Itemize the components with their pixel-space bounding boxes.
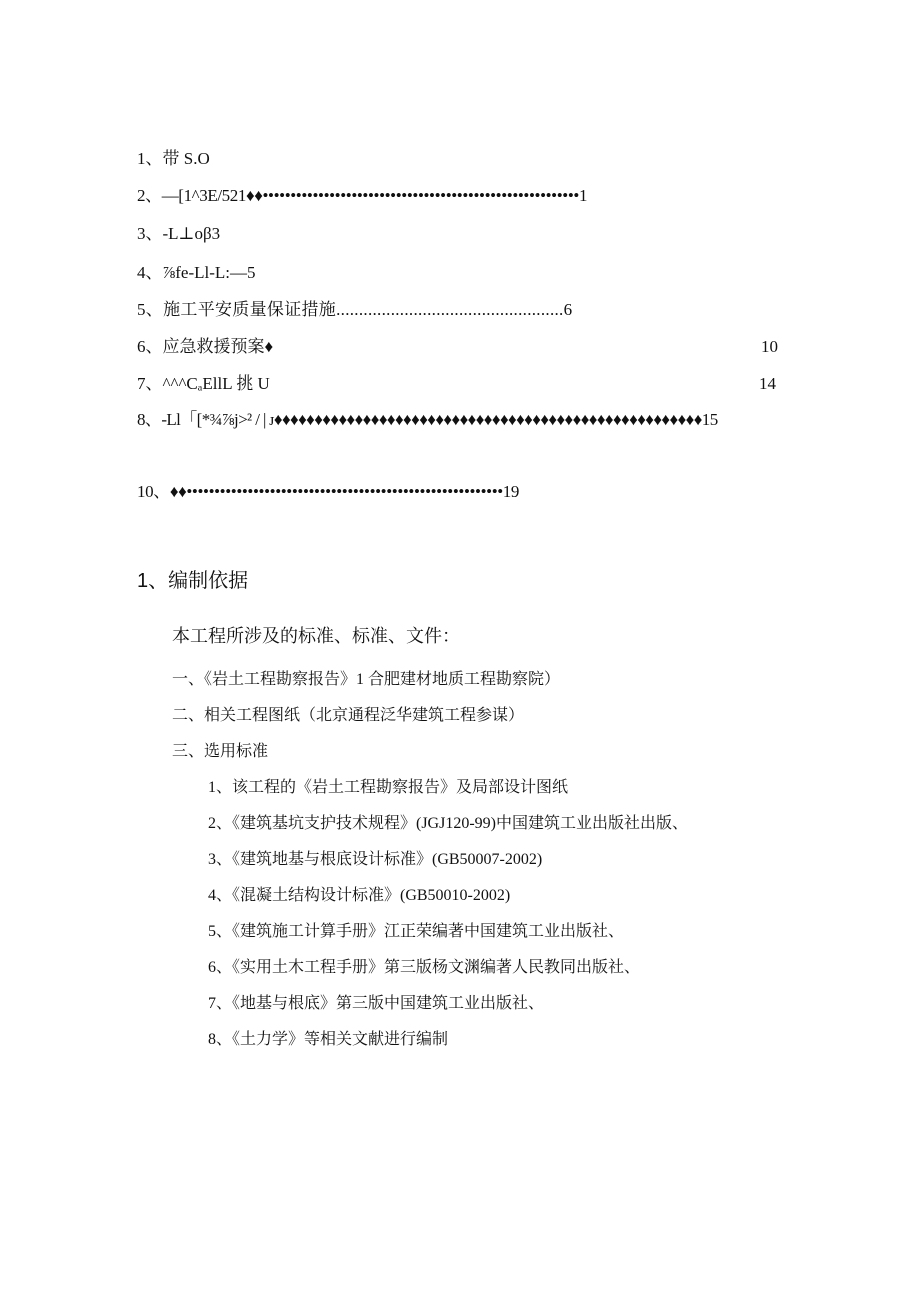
- reference-item: 二、相关工程图纸（北京通程泛华建筑工程参谋）: [172, 707, 525, 724]
- toc-title: 应急救援预案♦: [162, 337, 274, 356]
- standard-item: 3、《建筑地基与根底设计标准》(GB50007-2002): [208, 851, 543, 868]
- toc-number: 10、: [137, 482, 170, 501]
- standard-item: 6、《实用土木工程手册》第三版杨文渊编著人民教同出版社、: [208, 959, 641, 976]
- toc-title: —[1^3E/521♦♦•••••••••••••••••••••••••••••••••••••••••••••••••••••••••1: [161, 186, 588, 205]
- standard-item: 7、《地基与根底》第三版中国建筑工业出版社、: [208, 995, 545, 1012]
- toc-number: 4、: [137, 263, 163, 282]
- standard-item: 4、《混凝土结构设计标准》(GB50010-2002): [208, 887, 511, 904]
- toc-page-number: 14: [759, 374, 776, 393]
- toc-title: ⅞fe-Ll-L:—5: [162, 263, 256, 282]
- toc-entry: [137, 187, 587, 204]
- toc-title: 施工平安质量保证措施..................................................6: [163, 300, 573, 319]
- toc-entry: [137, 375, 782, 392]
- toc-title: ^^^CₐEllL 挑 U: [162, 374, 270, 393]
- toc-entry: [137, 301, 572, 318]
- standard-item: 2、《建筑基坑支护技术规程》(JGJ120-99)中国建筑工业出版社出版、: [208, 815, 688, 832]
- toc-number: 2、: [137, 186, 162, 205]
- toc-number: 7、: [137, 374, 163, 393]
- toc-entry: [137, 264, 256, 281]
- toc-title: -L⊥oβ3: [162, 224, 221, 243]
- reference-item: 一、《岩土工程勘察报告》1 合肥建材地质工程勘察院）: [172, 671, 561, 688]
- section-heading: 1、编制依据: [137, 570, 249, 592]
- toc-entry: [137, 338, 782, 355]
- toc-entry: [137, 150, 210, 167]
- toc-entry: [137, 483, 519, 500]
- toc-title: ♦♦•••••••••••••••••••••••••••••••••••••••••••••••••••••••••19: [169, 482, 520, 501]
- standard-item: 1、该工程的《岩土工程勘察报告》及局部设计图纸: [208, 779, 569, 796]
- toc-number: 8、: [137, 410, 162, 429]
- toc-title: -Ll「[*¾⅞j>² / | ᴊ♦♦♦♦♦♦♦♦♦♦♦♦♦♦♦♦♦♦♦♦♦♦♦♦♦♦♦♦♦♦♦♦♦♦♦♦♦♦♦♦♦♦♦♦♦♦♦♦♦♦♦♦♦15: [161, 410, 718, 429]
- toc-number: 6、: [137, 337, 163, 356]
- toc-title: 带 S.O: [162, 149, 210, 168]
- toc-number: 5、: [137, 300, 164, 319]
- toc-number: 1、: [137, 149, 163, 168]
- toc-number: 3、: [137, 224, 163, 243]
- reference-item: 三、选用标准: [172, 743, 269, 760]
- standard-item: 5、《建筑施工计算手册》江正荣编著中国建筑工业出版社、: [208, 923, 625, 940]
- section-intro: 本工程所涉及的标准、标准、文件：: [172, 626, 460, 646]
- toc-page-number: 10: [761, 337, 778, 356]
- standard-item: 8、《土力学》等相关文献进行编制: [208, 1031, 449, 1048]
- toc-entry: [137, 411, 718, 428]
- toc-entry: [137, 225, 220, 242]
